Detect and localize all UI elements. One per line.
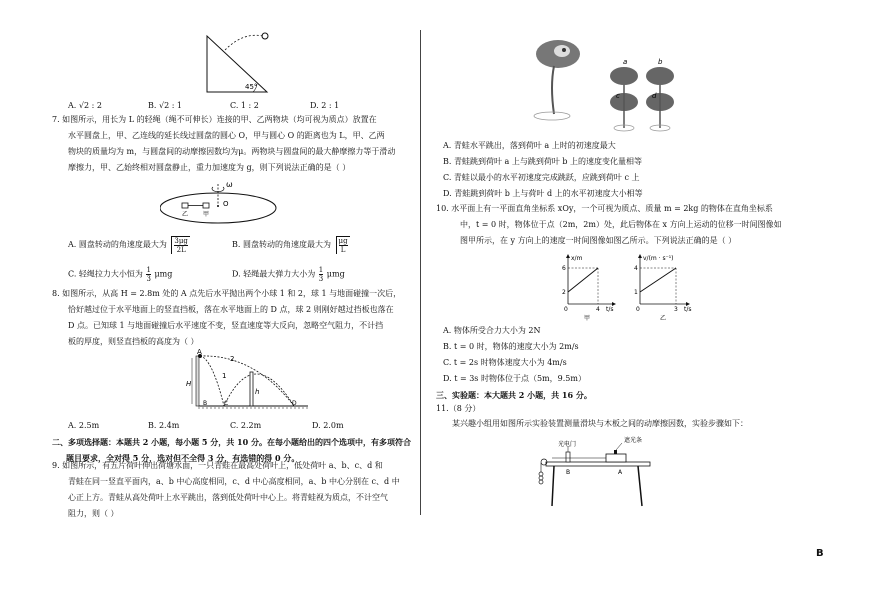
ball-2-label: 2 (230, 355, 235, 363)
section-3-heading: 三、实验题：本大题共 2 小题，共 16 分。 (436, 390, 592, 400)
graph-jia (556, 252, 622, 322)
q10-option-a[interactable]: A. 物体所受合力大小为 2N (443, 326, 541, 335)
q7-line: 物块的质量均为 m，与圆盘间的动摩擦因数均为μ。两物块与圆盘间的最大静摩擦力等于滑动 (68, 147, 396, 156)
barrier-h-label: h (255, 388, 260, 396)
omega-label: ω (226, 180, 233, 189)
angle-label: 45° (245, 83, 258, 91)
q10-option-c[interactable]: C. t = 2s 时物体速度大小为 4m/s (443, 358, 567, 367)
q10-option-b[interactable]: B. t = 0 时，物体的速度大小为 2m/s (443, 342, 579, 351)
lily-pad-figure (528, 36, 692, 140)
q8-option-c[interactable]: C. 2.2m (230, 421, 262, 430)
q10-line: 图甲所示，在 y 方向上的速度一时间图像如图乙所示。下列说法正确的是（ ） (460, 236, 737, 245)
block-a-label: A (618, 469, 623, 476)
q7-option-b[interactable] (232, 236, 350, 254)
q7-d-denominator: 3 (318, 275, 324, 283)
graph-jia-xtick-4: 4 (596, 306, 600, 313)
projectile-figure (184, 348, 314, 414)
q7-option-a-text: A. 圆盘转动的角速度最大为 (68, 240, 167, 249)
q6-option-a[interactable]: A. √2 : 2 (68, 101, 102, 110)
height-h-label: H (186, 380, 192, 388)
q7-line: 摩擦力，甲、乙始终相对圆盘静止，重力加速度为 g，则下列说法正确的是（ ） (68, 163, 351, 172)
graph-yi-ylabel: v/(m · s⁻¹) (643, 255, 674, 262)
q11-heading: 11.（8 分） (436, 404, 481, 413)
pad-a-label: a (623, 58, 628, 66)
section-2-line: 题目要求，全对得 5 分，选对但不全得 3 分，有选错的得 0 分。 (66, 453, 300, 463)
q8-option-d[interactable]: D. 2.0m (312, 421, 344, 430)
q11-text: 某兴趣小组用如图所示实验装置测量滑块与木板之间的动摩擦因数，实验步骤如下： (452, 419, 748, 428)
point-a-label: A (197, 348, 202, 356)
graph-jia-xtick-0: 0 (564, 306, 568, 313)
q7-text (52, 112, 414, 176)
q9-option-d[interactable]: D. 青蛙跳到荷叶 b 上与荷叶 d 上的水平初速度大小相等 (443, 189, 643, 198)
q7-d-numerator: 1 (318, 266, 324, 274)
q6-option-c[interactable]: C. 1 : 2 (230, 101, 259, 110)
q7-c-numerator: 1 (146, 266, 151, 274)
pad-c-label: c (616, 92, 620, 100)
q10-text (436, 201, 826, 249)
q6-option-d[interactable]: D. 2 : 1 (310, 101, 340, 110)
q9-line: 青蛙在同一竖直平面内，a、b 中心高度相同，c、d 中心高度相同，a、b 中心分别在 c、d 中 (68, 477, 400, 486)
q8-options (68, 421, 344, 430)
q9-option-b[interactable]: B. 青蛙跳到荷叶 a 上与跳到荷叶 b 上的速度变化量相等 (443, 157, 643, 166)
disc-figure (160, 178, 280, 230)
q7-option-d-tail: μmg (326, 269, 345, 279)
yi-label: 甲 (203, 211, 210, 218)
q7-option-c[interactable] (68, 266, 172, 283)
point-b-label: B (203, 400, 208, 407)
graph-yi-caption: 乙 (660, 315, 667, 322)
photogate-label: 光电门 (558, 441, 577, 448)
q7-a-numerator: 3μg (174, 237, 188, 245)
q7-option-d-text: D. 轻绳最大弹力大小为 (232, 269, 316, 279)
q6-options (68, 101, 339, 110)
page-corner-mark: B (816, 548, 824, 559)
q10-line: 中，t = 0 时，物体位于点（2m，2m）处，此后物体在 x 方向上运动的位移一时间图像如 (460, 220, 782, 229)
q7-a-denominator: 2L (176, 246, 186, 254)
q7-line: 水平圆盘上，甲、乙连线的延长线过圆盘的圆心 O，甲与圆心 O 的距离也为 L，甲、乙两 (68, 131, 385, 140)
q6-option-b[interactable]: B. √2 : 1 (148, 101, 183, 110)
shading-strip-label: 遮光条 (624, 437, 643, 444)
point-d-label: D (292, 400, 297, 407)
ball-1-label: 1 (222, 372, 227, 380)
pad-b-label: b (658, 58, 663, 66)
q9-line: 阻力，则（ ） (68, 509, 119, 518)
graph-yi-ytick-4: 4 (634, 265, 638, 272)
graph-jia-xlabel: t/s (606, 306, 614, 313)
q7-option-c-text: C. 轻绳拉力大小恒为 (68, 269, 143, 279)
q10-line: 10. 水平面上有一平面直角坐标系 xOy，一个可视为质点、质量 m = 2kg 的物体在直角坐标系 (436, 204, 773, 213)
column-divider (420, 30, 421, 515)
pad-d-label: d (652, 92, 657, 100)
graph-jia-caption: 甲 (584, 315, 591, 322)
q9-option-c[interactable]: C. 青蛙以最小的水平初速度完成跳跃，应跳到荷叶 c 上 (443, 173, 640, 182)
section-2-line: 二、多项选择题：本题共 2 小题，每小题 5 分，共 10 分。在每小题给出的四个选项中，有多项符合 (52, 437, 411, 447)
graph-yi-xtick-3: 3 (674, 306, 678, 313)
jia-label: 乙 (182, 211, 189, 218)
q8-option-b[interactable]: B. 2.4m (148, 421, 180, 430)
apparatus-figure (532, 436, 662, 514)
incline-figure (195, 28, 285, 96)
q7-b-denominator: L (340, 246, 346, 254)
q7-option-a[interactable] (68, 236, 190, 254)
q7-option-d[interactable] (232, 266, 345, 283)
q7-option-b-text: B. 圆盘转动的角速度最大为 (232, 240, 331, 249)
graph-yi (628, 252, 708, 322)
point-b-label: B (566, 469, 571, 476)
q10-options (443, 323, 823, 387)
q8-line: D 点。已知球 1 与地面碰撞后水平速度不变，竖直速度等大反向，忽略空气阻力，不计挡 (68, 321, 384, 330)
q8-line: 8. 如图所示，从高 H = 2.8m 处的 A 点先后水平抛出两个小球 1 和 2，球 1 与地面碰撞一次后， (52, 289, 402, 298)
graph-yi-xtick-0: 0 (636, 306, 640, 313)
q8-text (52, 286, 414, 350)
q9-line: 心正上方。青蛙从高处荷叶上水平跳出，落到低处荷叶中心上。将青蛙视为质点，不计空气 (68, 493, 388, 502)
graph-yi-ytick-1: 1 (634, 289, 638, 296)
q9-text (52, 458, 414, 522)
q7-c-denominator: 3 (146, 275, 151, 283)
q9-option-a[interactable]: A. 青蛙水平跳出，落到荷叶 a 上时的初速度最大 (443, 141, 616, 150)
q8-line: 板的厚度，则竖直挡板的高度为（ ） (68, 337, 199, 346)
q10-option-d[interactable]: D. t = 3s 时物体位于点（5m，9.5m） (443, 374, 586, 383)
graph-jia-ytick-6: 6 (562, 265, 566, 272)
q9-line: 9. 如图所示，有五片荷叶伸出荷塘水面，一只青蛙在最高处荷叶上，低处荷叶 a、b、c、d 和 (52, 461, 383, 470)
q7-line: 7. 如图所示，用长为 L 的轻绳（绳不可伸长）连接的甲、乙两物块（均可视为质点）放置在 (52, 115, 377, 124)
q8-line: 恰好越过位于水平地面上的竖直挡板，落在水平地面上的 D 点，球 2 则刚好越过挡板也落在 (68, 305, 394, 314)
q7-option-c-tail: μmg (154, 269, 173, 279)
graph-yi-xlabel: t/s (684, 306, 692, 313)
q7-b-numerator: μg (338, 237, 348, 245)
q9-options (443, 138, 823, 202)
point-c-label: C (224, 400, 229, 407)
graph-jia-ytick-2: 2 (562, 289, 566, 296)
center-o-label: O (223, 200, 229, 208)
graph-jia-ylabel: x/m (571, 255, 583, 262)
q8-option-a[interactable]: A. 2.5m (68, 421, 100, 430)
